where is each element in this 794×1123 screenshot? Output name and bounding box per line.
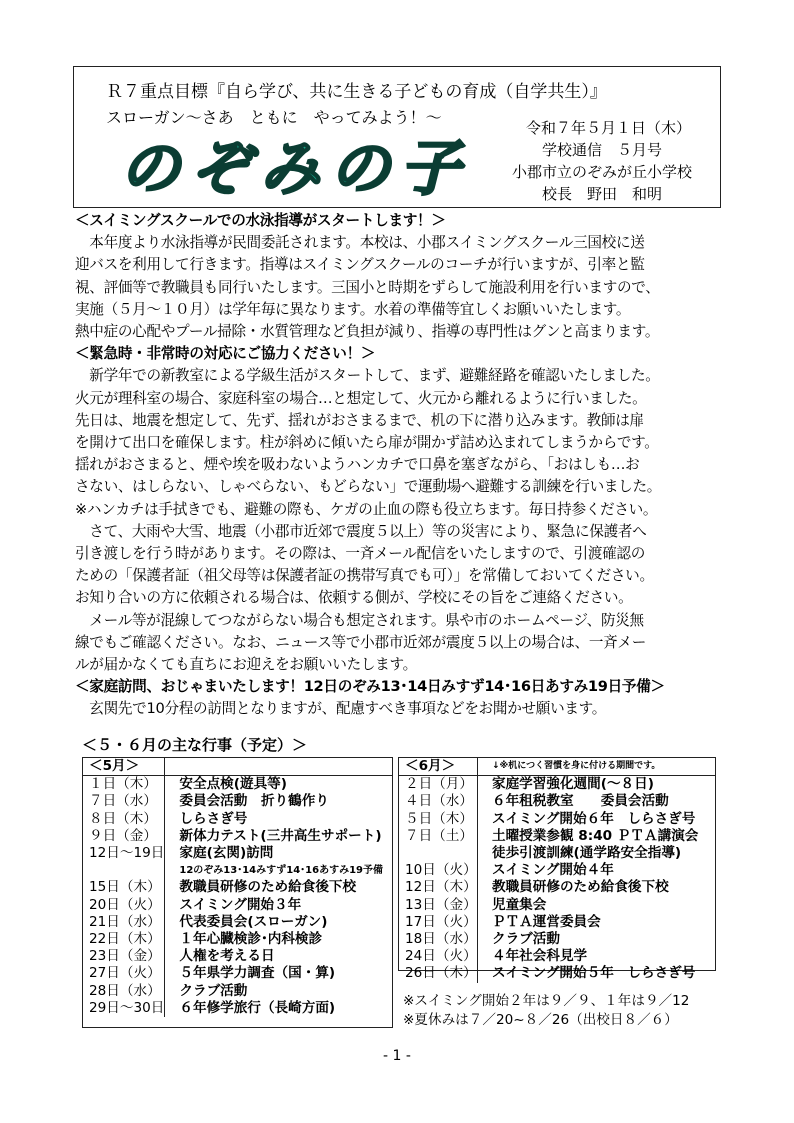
schedule-row bbox=[399, 793, 715, 810]
schedule-event: 徒歩引渡訓練(通学路安全指導) bbox=[492, 845, 682, 862]
schedule-date: 12日～19日 bbox=[83, 845, 165, 862]
schedule-event: 人権を考える日 bbox=[179, 948, 275, 965]
body-line: お知り合いの方に依頼される場合は、依頼する側が、学校にその旨をご連絡ください。 bbox=[75, 589, 633, 607]
schedule-event: 家庭学習強化週間(～８日) bbox=[492, 776, 654, 793]
schedule-date: 18日（水） bbox=[399, 931, 478, 948]
body-line: 実施（５月～１０月）は学年毎に異なります。水着の準備等宜しくお願いいたします。 bbox=[75, 300, 631, 318]
section-heading: ＜緊急時・非常時の対応にご協力ください！＞ bbox=[75, 345, 376, 363]
issue-number: 学校通信 ５月号 bbox=[542, 141, 663, 159]
schedule-row bbox=[399, 965, 715, 982]
schedule-row bbox=[399, 897, 715, 914]
newsletter-header bbox=[73, 66, 721, 208]
slogan: スローガン～さあ ともに やってみよう！～ bbox=[106, 108, 442, 127]
body-line: 揺れがおさまると、煙や埃を吸わないようハンカチで口鼻を塞ぎながら、「おはしも…お bbox=[75, 456, 640, 474]
body-line: ための「保護者証（祖父母等は保護者証の携帯写真でも可）」を常備しておいてください。 bbox=[75, 567, 654, 585]
body-line: 本年度より水泳指導が民間委託されます。本校は、小郡スイミングスクール三国校に送 bbox=[75, 234, 645, 252]
body-line: 線でもご確認ください。なお、ニュース等で小郡市近郊が震度５以上の場合は、一斉メー bbox=[75, 633, 647, 651]
schedule-row bbox=[399, 862, 715, 879]
body-line: 引き渡しを行う時があります。その際は、一斉メール配信をいたしますので、引渡確認の bbox=[75, 545, 646, 563]
schedule-date: ７日（土） bbox=[399, 828, 478, 845]
section-heading: ＜家庭訪問、おじゃまいたします！12日のぞみ13･14日みすず14･16日あすみ19日予備＞ bbox=[75, 678, 665, 696]
schedule-event: 代表委員会(スローガン) bbox=[179, 913, 328, 930]
schedule-event: 土曜授業参観 8:40 ＰＴＡ講演会 bbox=[492, 827, 699, 844]
may-schedule bbox=[82, 757, 393, 1028]
schedule-event: 12のぞみ13･14みすず14･16あすみ19予備 bbox=[179, 865, 383, 877]
schedule-date: 27日（火） bbox=[83, 965, 165, 982]
body-line: を開けて出口を確保します。柱が斜めに傾いたら扉が開かず詰め込まれてしまうからです。 bbox=[75, 434, 659, 452]
schedule-date: 22日（木） bbox=[83, 931, 165, 948]
schedule-notes bbox=[403, 992, 689, 1030]
schedule-date: 15日（木） bbox=[83, 879, 165, 896]
schedule-row bbox=[399, 845, 715, 862]
body-line: 迎バスを利用して行きます。指導はスイミングスクールのコーチが行いますが、引率と監 bbox=[75, 256, 645, 274]
month-label: ＜6月＞ bbox=[399, 758, 478, 776]
schedule-event: スイミング開始５年 しらさぎ号 bbox=[492, 965, 696, 982]
schedule-date: 20日（火） bbox=[83, 897, 165, 914]
schedule-date: 12日（木） bbox=[399, 879, 478, 896]
month-header-row bbox=[83, 758, 392, 776]
school-name: 小郡市立のぞみが丘小学校 bbox=[512, 163, 693, 181]
schedule-row bbox=[399, 948, 715, 965]
body-line: ルが届かなくても直ちにお迎えをお願いいたします。 bbox=[75, 656, 417, 674]
schedule-event: 児童集会 bbox=[492, 896, 547, 913]
body-line: さない、はしらない、しゃべらない、もどらない」で運動場へ避難する訓練を行いました。 bbox=[75, 478, 662, 496]
schedule-event: ６年租税教室 委員会活動 bbox=[492, 793, 669, 810]
schedule-event: 委員会活動 折り鶴作り bbox=[179, 793, 329, 810]
schedule-row bbox=[83, 811, 392, 828]
schedule-row bbox=[83, 776, 392, 794]
body-line: 火元が理科室の場合、家庭科室の場合…と想定して、火元から離れるように行いました。 bbox=[75, 389, 647, 407]
schedule-event: クラブ活動 bbox=[179, 982, 248, 999]
masthead-title bbox=[116, 131, 496, 201]
schedule-row bbox=[83, 914, 392, 931]
schedule-event: ５年県学力調査（国・算) bbox=[179, 965, 336, 982]
schedule-row bbox=[399, 776, 715, 794]
schedule-row bbox=[83, 828, 392, 845]
note-line: ※スイミング開始２年は９／９、１年は９／12 bbox=[403, 993, 690, 1009]
schedule-date: ４日（水） bbox=[399, 793, 478, 810]
schedule-row bbox=[399, 914, 715, 931]
schedule-row bbox=[83, 931, 392, 948]
schedule-event: ４年社会科見学 bbox=[492, 948, 588, 965]
section-heading: ＜スイミングスクールでの水泳指導がスタートします！＞ bbox=[75, 212, 446, 229]
schedule-event: スイミング開始３年 bbox=[179, 896, 302, 913]
schedule-event: 新体力テスト(三井高生サポート) bbox=[179, 827, 382, 844]
schedule-date: 29日～30日 bbox=[83, 1000, 165, 1017]
body-line: さて、大雨や大雪、地震（小郡市近郊で震度５以上）等の災害により、緊急に保護者へ bbox=[75, 522, 647, 540]
schedule-row bbox=[83, 862, 392, 879]
schedule-date: 28日（水） bbox=[83, 983, 165, 1000]
newsletter-body bbox=[75, 210, 725, 721]
schedule-date: ９日（金） bbox=[83, 828, 165, 845]
issue-date: 令和７年５月１日（木） bbox=[526, 119, 692, 137]
schedule-row bbox=[83, 983, 392, 1000]
month-label: ＜5月＞ bbox=[83, 758, 165, 776]
schedule-event: ６年修学旅行（長崎方面) bbox=[179, 999, 336, 1016]
body-line: 視、評価等で教職員も同行いたします。三国小と時期をずらして施設利用を行いますので、 bbox=[75, 278, 660, 296]
priority-goal: Ｒ７重点目標『自ら学び、共に生きる子どもの育成（自学共生）』 bbox=[106, 82, 607, 102]
body-line: 玄関先で10分程の訪問となりますが、配慮すべき事項などをお聞かせ願います。 bbox=[75, 700, 607, 718]
schedule-title: ＜５・６月の主な行事（予定）＞ bbox=[82, 736, 308, 754]
issue-meta bbox=[512, 117, 712, 205]
schedule-row bbox=[83, 879, 392, 896]
schedule-date: 23日（金） bbox=[83, 948, 165, 965]
schedule-date: １日（木） bbox=[83, 776, 165, 794]
schedule-row bbox=[83, 793, 392, 810]
schedule-date bbox=[83, 862, 165, 879]
schedule-event: クラブ活動 bbox=[492, 931, 560, 948]
body-line: 熱中症の心配やプール掃除・水質管理など負担が減り、指導の専門性はグンと高まります。 bbox=[75, 323, 660, 341]
body-line: 新学年での新教室による学級生活がスタートして、まず、避難経路を確認いたしました。 bbox=[75, 367, 660, 385]
schedule-row bbox=[399, 811, 715, 828]
schedule-date: 13日（金） bbox=[399, 897, 478, 914]
schedule-date: ７日（水） bbox=[83, 793, 165, 810]
month-note: ↓※机につく習慣を身に付ける期間です。 bbox=[478, 758, 716, 776]
masthead-text: のぞみの子 bbox=[120, 134, 470, 201]
schedule-date bbox=[399, 845, 478, 862]
schedule-row bbox=[83, 1000, 392, 1017]
schedule-row bbox=[83, 897, 392, 914]
schedule-row bbox=[399, 828, 715, 845]
schedule-date: 21日（水） bbox=[83, 914, 165, 931]
page-number: - 1 - bbox=[383, 1048, 411, 1064]
june-schedule bbox=[398, 757, 716, 982]
body-line: メール等が混線してつながらない場合も想定されます。県や市のホームページ、防災無 bbox=[75, 611, 644, 629]
schedule-date: ８日（木） bbox=[83, 811, 165, 828]
schedule-event: ＰＴＡ運営委員会 bbox=[492, 913, 601, 930]
schedule-date: ５日（木） bbox=[399, 811, 478, 828]
schedule-event: スイミング開始４年 bbox=[492, 862, 614, 879]
note-line: ※夏休みは７／20~８／26（出校日８／６） bbox=[403, 1012, 678, 1028]
principal-name: 校長 野田 和明 bbox=[542, 185, 663, 203]
schedule-row bbox=[399, 931, 715, 948]
schedule-date: 24日（火） bbox=[399, 948, 478, 965]
schedule-event: しらさぎ号 bbox=[179, 810, 248, 827]
schedule-date: 10日（火） bbox=[399, 862, 478, 879]
month-header-row bbox=[399, 758, 715, 776]
schedule-date: 26日（木） bbox=[399, 965, 478, 982]
body-line: ※ハンカチは手拭きでも、避難の際も、ケガの止血の際も役立ちます。毎日持参ください。 bbox=[75, 500, 658, 518]
schedule-event: 家庭(玄関)訪問 bbox=[179, 845, 274, 862]
schedule-event: スイミング開始６年 しらさぎ号 bbox=[492, 810, 696, 827]
schedule-event: 教職員研修のため給食後下校 bbox=[492, 879, 669, 896]
body-line: 先日は、地震を想定して、先ず、揺れがおさまるまで、机の下に潜り込みます。教師は扉 bbox=[75, 411, 644, 429]
schedule-row bbox=[83, 948, 392, 965]
schedule-row bbox=[83, 965, 392, 982]
schedule-row bbox=[83, 845, 392, 862]
schedule-row bbox=[399, 879, 715, 896]
schedule-event: 安全点検(遊具等) bbox=[179, 776, 287, 793]
schedule-event: 教職員研修のため給食後下校 bbox=[179, 879, 357, 896]
schedule-event: １年心臓検診･内科検診 bbox=[179, 931, 323, 948]
schedule-date: ２日（月） bbox=[399, 776, 478, 794]
schedule-date: 17日（火） bbox=[399, 914, 478, 931]
